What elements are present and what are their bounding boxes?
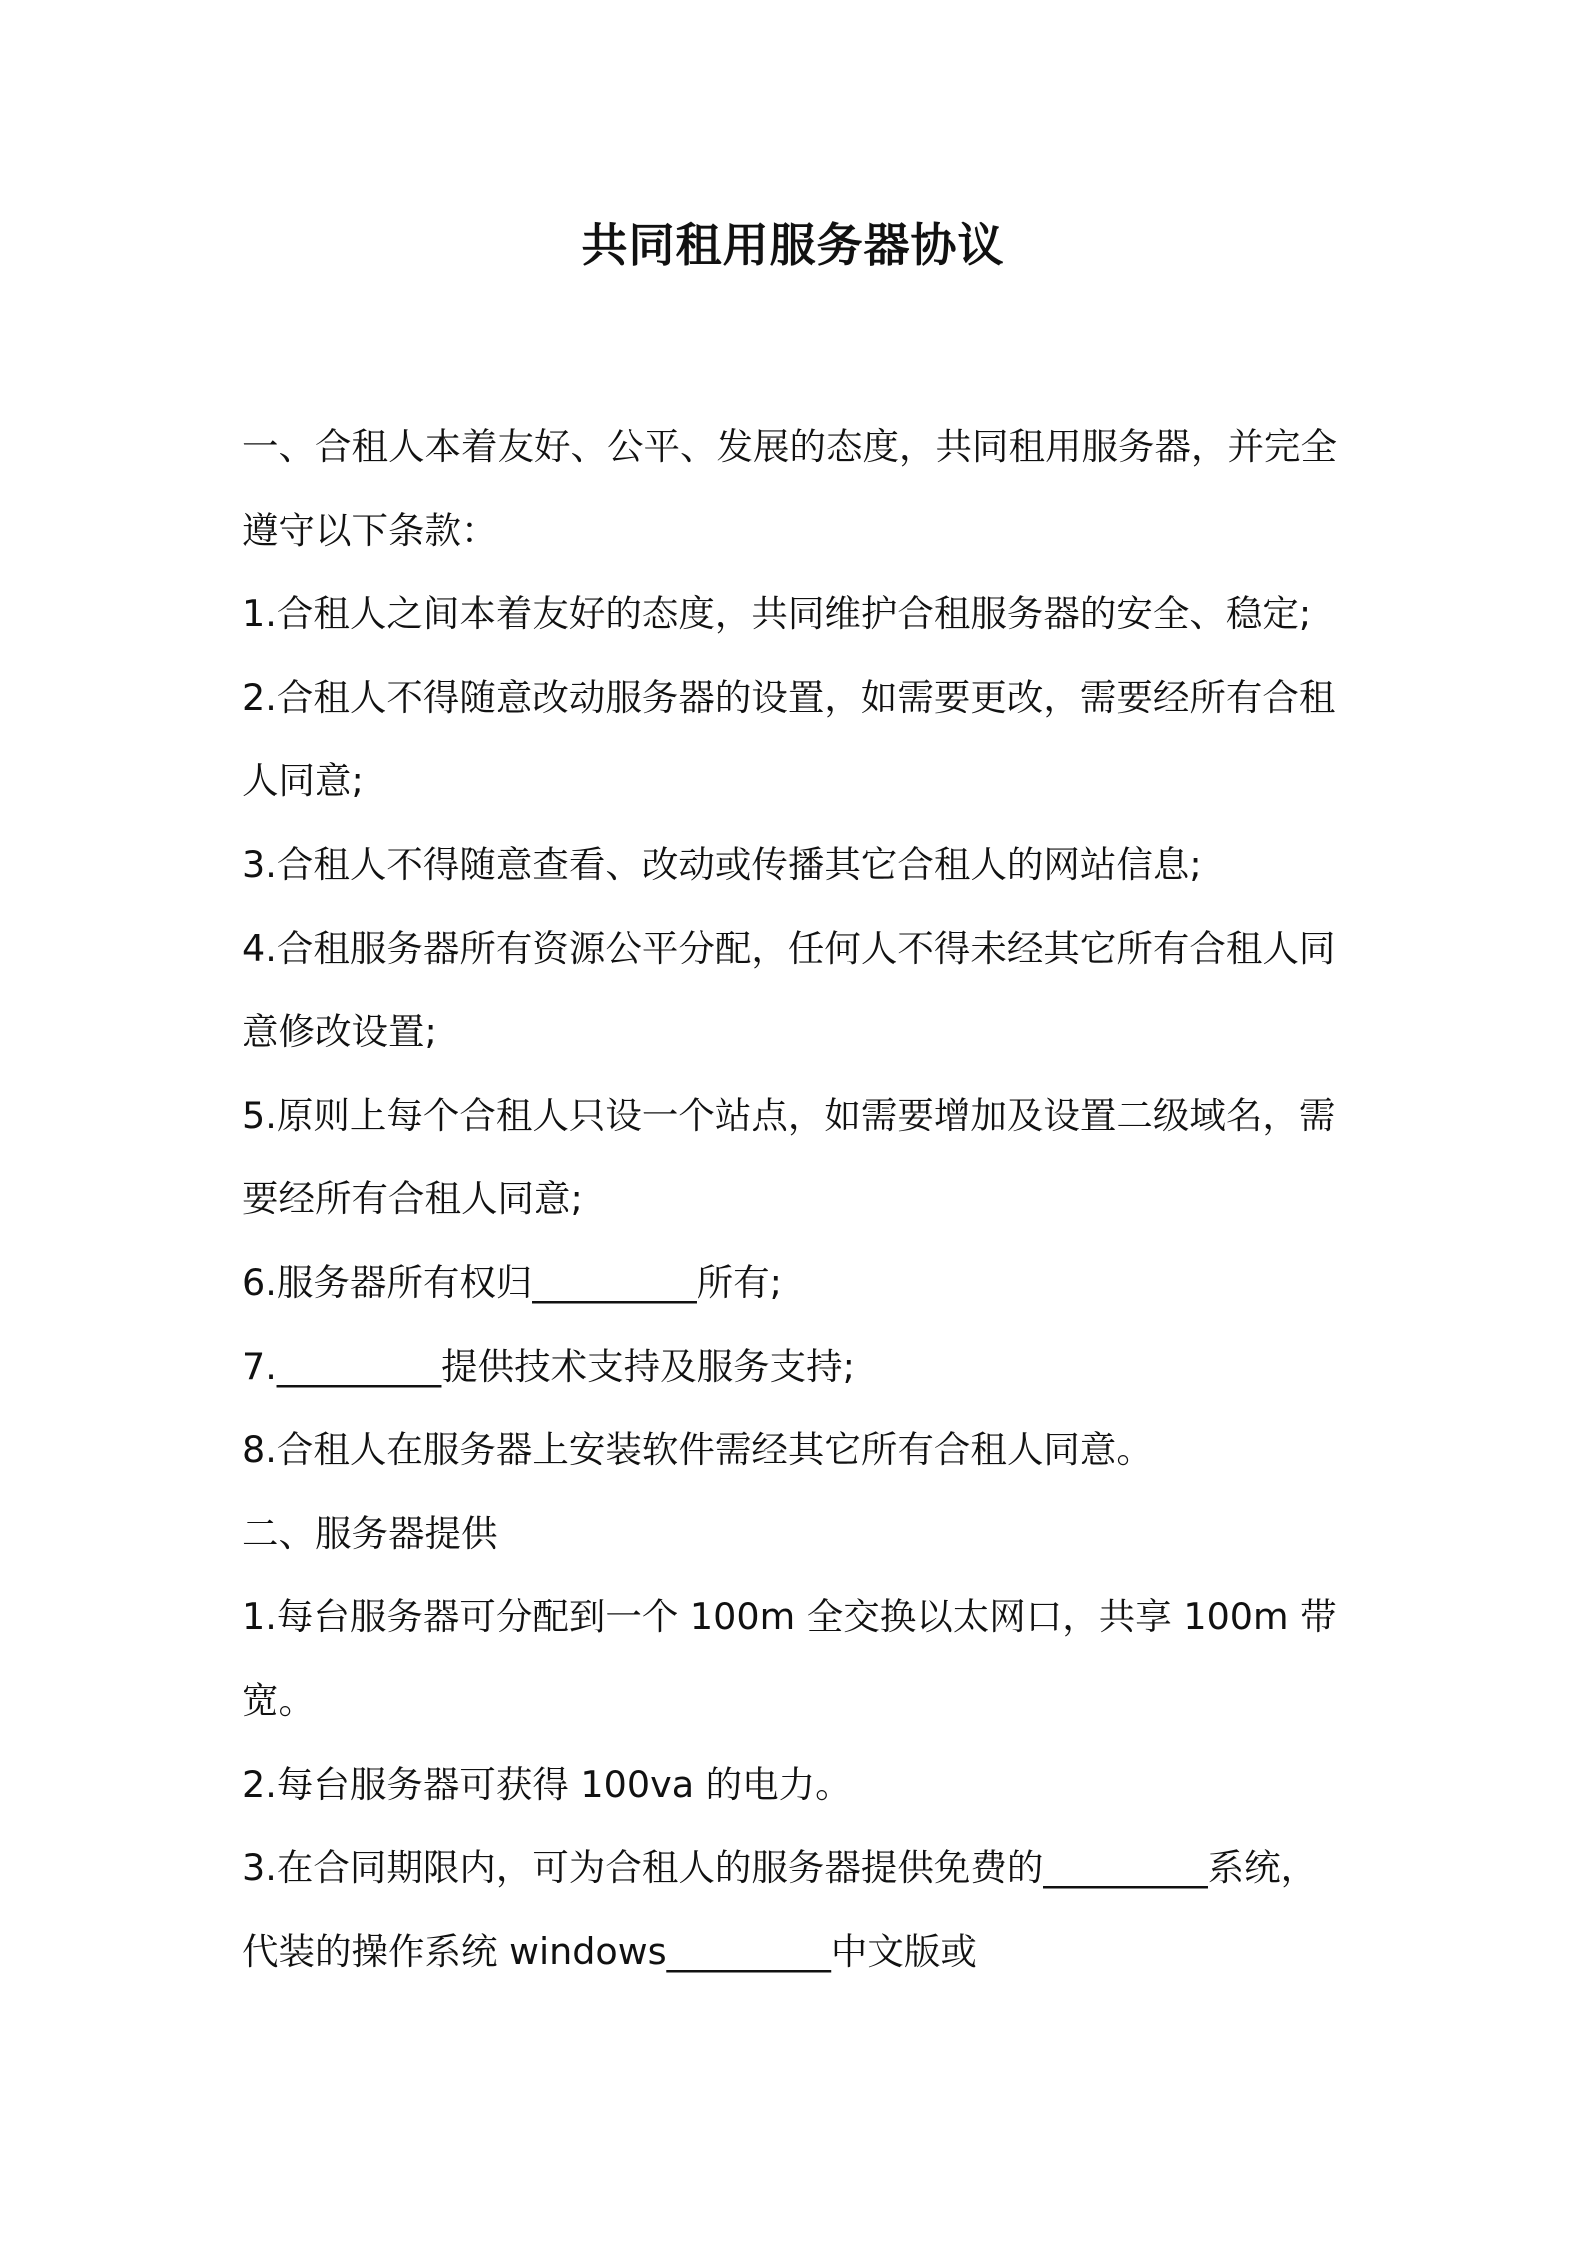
text-line: 2.合租人不得随意改动服务器的设置，如需要更改，需要经所有合租 — [242, 675, 1336, 719]
text-line: 宽。 — [242, 1678, 315, 1722]
document-title: 共同租用服务器协议 — [581, 218, 1005, 272]
text-line: 人同意; — [242, 759, 364, 803]
text-line: 要经所有合租人同意; — [242, 1177, 583, 1221]
text-line: 1.合租人之间本着友好的态度，共同维护合租服务器的安全、稳定; — [242, 592, 1312, 636]
text-line: 3.合租人不得随意查看、改动或传播其它合租人的网站信息; — [242, 842, 1202, 886]
text-line: 1.每台服务器可分配到一个 100m 全交换以太网口，共享 100m 带 — [242, 1595, 1337, 1639]
text-line: 一、合租人本着友好、公平、发展的态度，共同租用服务器，并完全 — [242, 425, 1337, 468]
text-line: 8.合租人在服务器上安装软件需经其它所有合租人同意。 — [242, 1428, 1153, 1472]
section-heading: 二、服务器提供 — [242, 1511, 498, 1555]
text-line: 代装的操作系统 windows_________中文版或 — [242, 1929, 977, 1973]
text-line: 6.服务器所有权归_________所有; — [242, 1260, 782, 1304]
text-line: 意修改设置; — [242, 1010, 437, 1054]
document-body — [242, 405, 1362, 1993]
text-line: 5.原则上每个合租人只设一个站点，如需要增加及设置二级域名，需 — [242, 1093, 1336, 1137]
text-line: 7._________提供技术支持及服务支持; — [242, 1344, 855, 1388]
text-line: 4.合租服务器所有资源公平分配，任何人不得未经其它所有合租人同 — [242, 926, 1336, 970]
text-line: 遵守以下条款： — [242, 508, 498, 552]
text-line: 3.在合同期限内，可为合租人的服务器提供免费的_________系统， — [242, 1846, 1318, 1890]
text-line: 2.每台服务器可获得 100va 的电力。 — [242, 1762, 852, 1806]
